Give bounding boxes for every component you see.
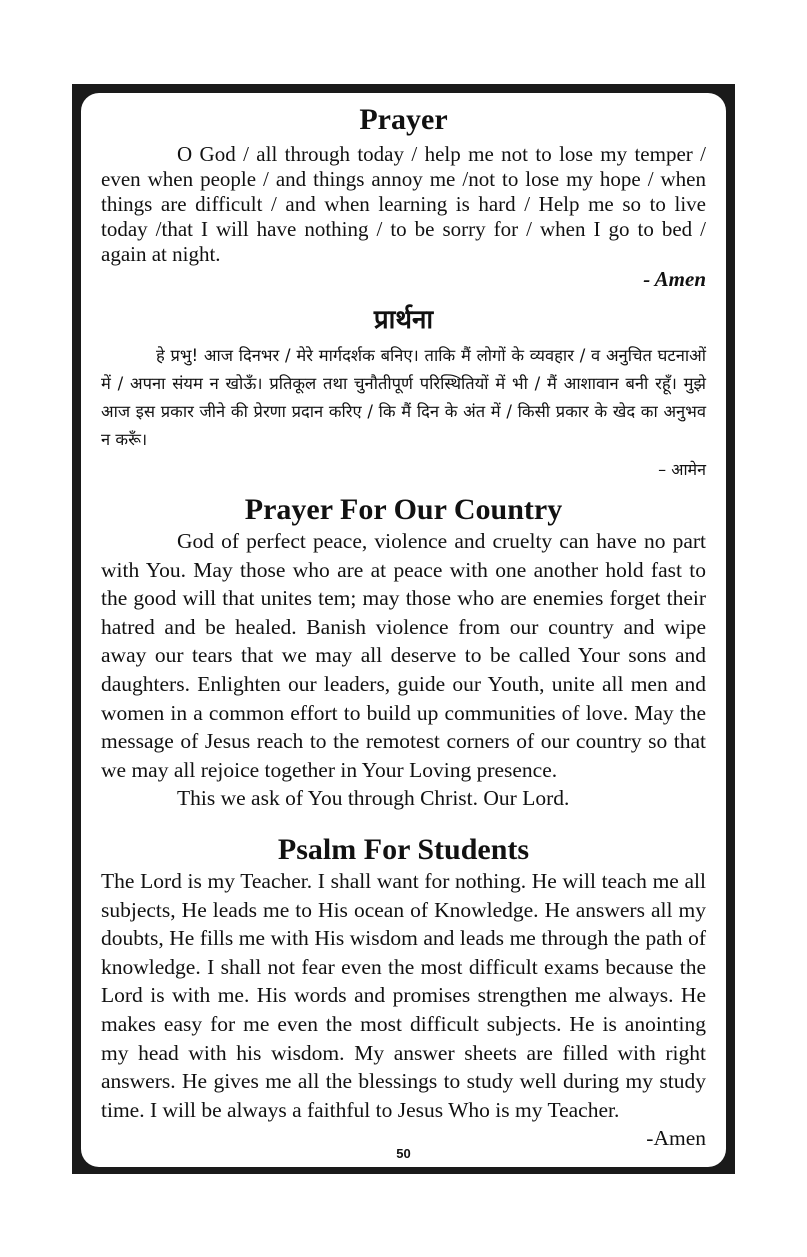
page-number: 50: [396, 1146, 411, 1161]
prarthana-title: प्रार्थना: [373, 305, 434, 335]
country-closing-line: This we ask of You through Christ. Our Lord.: [177, 786, 570, 811]
prayer-body: O God / all through today / help me not to lose my temper / even when people / and things annoy me /not to lose my hope / when things are difficult / and when learning is hard / Help me so to live today /that I will have nothing / to be sorry for / when I go to bed / again at night.: [101, 142, 706, 266]
country-title: Prayer For Our Country: [244, 493, 563, 526]
psalm-section: [101, 833, 706, 1152]
prarthana-section: [101, 302, 706, 483]
prarthana-body: हे प्रभु! आज दिनभर / मेरे मार्गदर्शक बनिए। ताकि मैं लोगों के व्यवहार / व अनुचित घटनाओं में / अपना संयम न खोऊँ। प्रतिकूल तथा चुनौतीपूर्ण परिस्थितियों में भी / मैं आशावान बनी रहूँ। मुझे आज इस प्रकार जीने की प्रेरणा प्रदान करिए / कि मैं दिन के अंत में / किसी प्रकार के खेद का अनुभव न करूँ।: [101, 346, 706, 449]
prayer-section: [101, 103, 706, 292]
prayer-amen: - Amen: [643, 267, 706, 291]
country-body: God of perfect peace, violence and cruelty can have no part with You. May those who are at peace with one another hold fast to the good will that unites tem; may those who are enemies forget their hatred and be healed. Banish violence from our country and wipe away our tears that we may all deserve to be called Your sons and daughters. Enlighten our leaders, guide our Youth, unite all men and women in a common effort to build up communities of love. May the message of Jesus reach to the remotest corners of our country so that we may all rejoice together in Your Loving presence.: [101, 529, 706, 782]
prarthana-amen: – आमेन: [658, 460, 706, 479]
psalm-body: The Lord is my Teacher. I shall want for nothing. He will teach me all subjects, He leads me to His ocean of Knowledge. He answers all my doubts, He fills me with His wisdom and leads me through the path of knowledge. I shall not fear even the most difficult exams because the Lord is with me. His words and promises strengthen me always. He makes easy for me even the most difficult subjects. He is anointing my head with his wisdom. My answer sheets are filled with right answers. He gives me all the blessings to study well during my study time. I will be always a faithful to Jesus Who is my Teacher.: [101, 868, 706, 1122]
country-section: [101, 493, 706, 813]
psalm-amen: -Amen: [646, 1126, 706, 1151]
psalm-title: Psalm For Students: [277, 832, 530, 866]
page-content: [81, 93, 726, 1167]
prayer-title: Prayer: [359, 103, 448, 136]
